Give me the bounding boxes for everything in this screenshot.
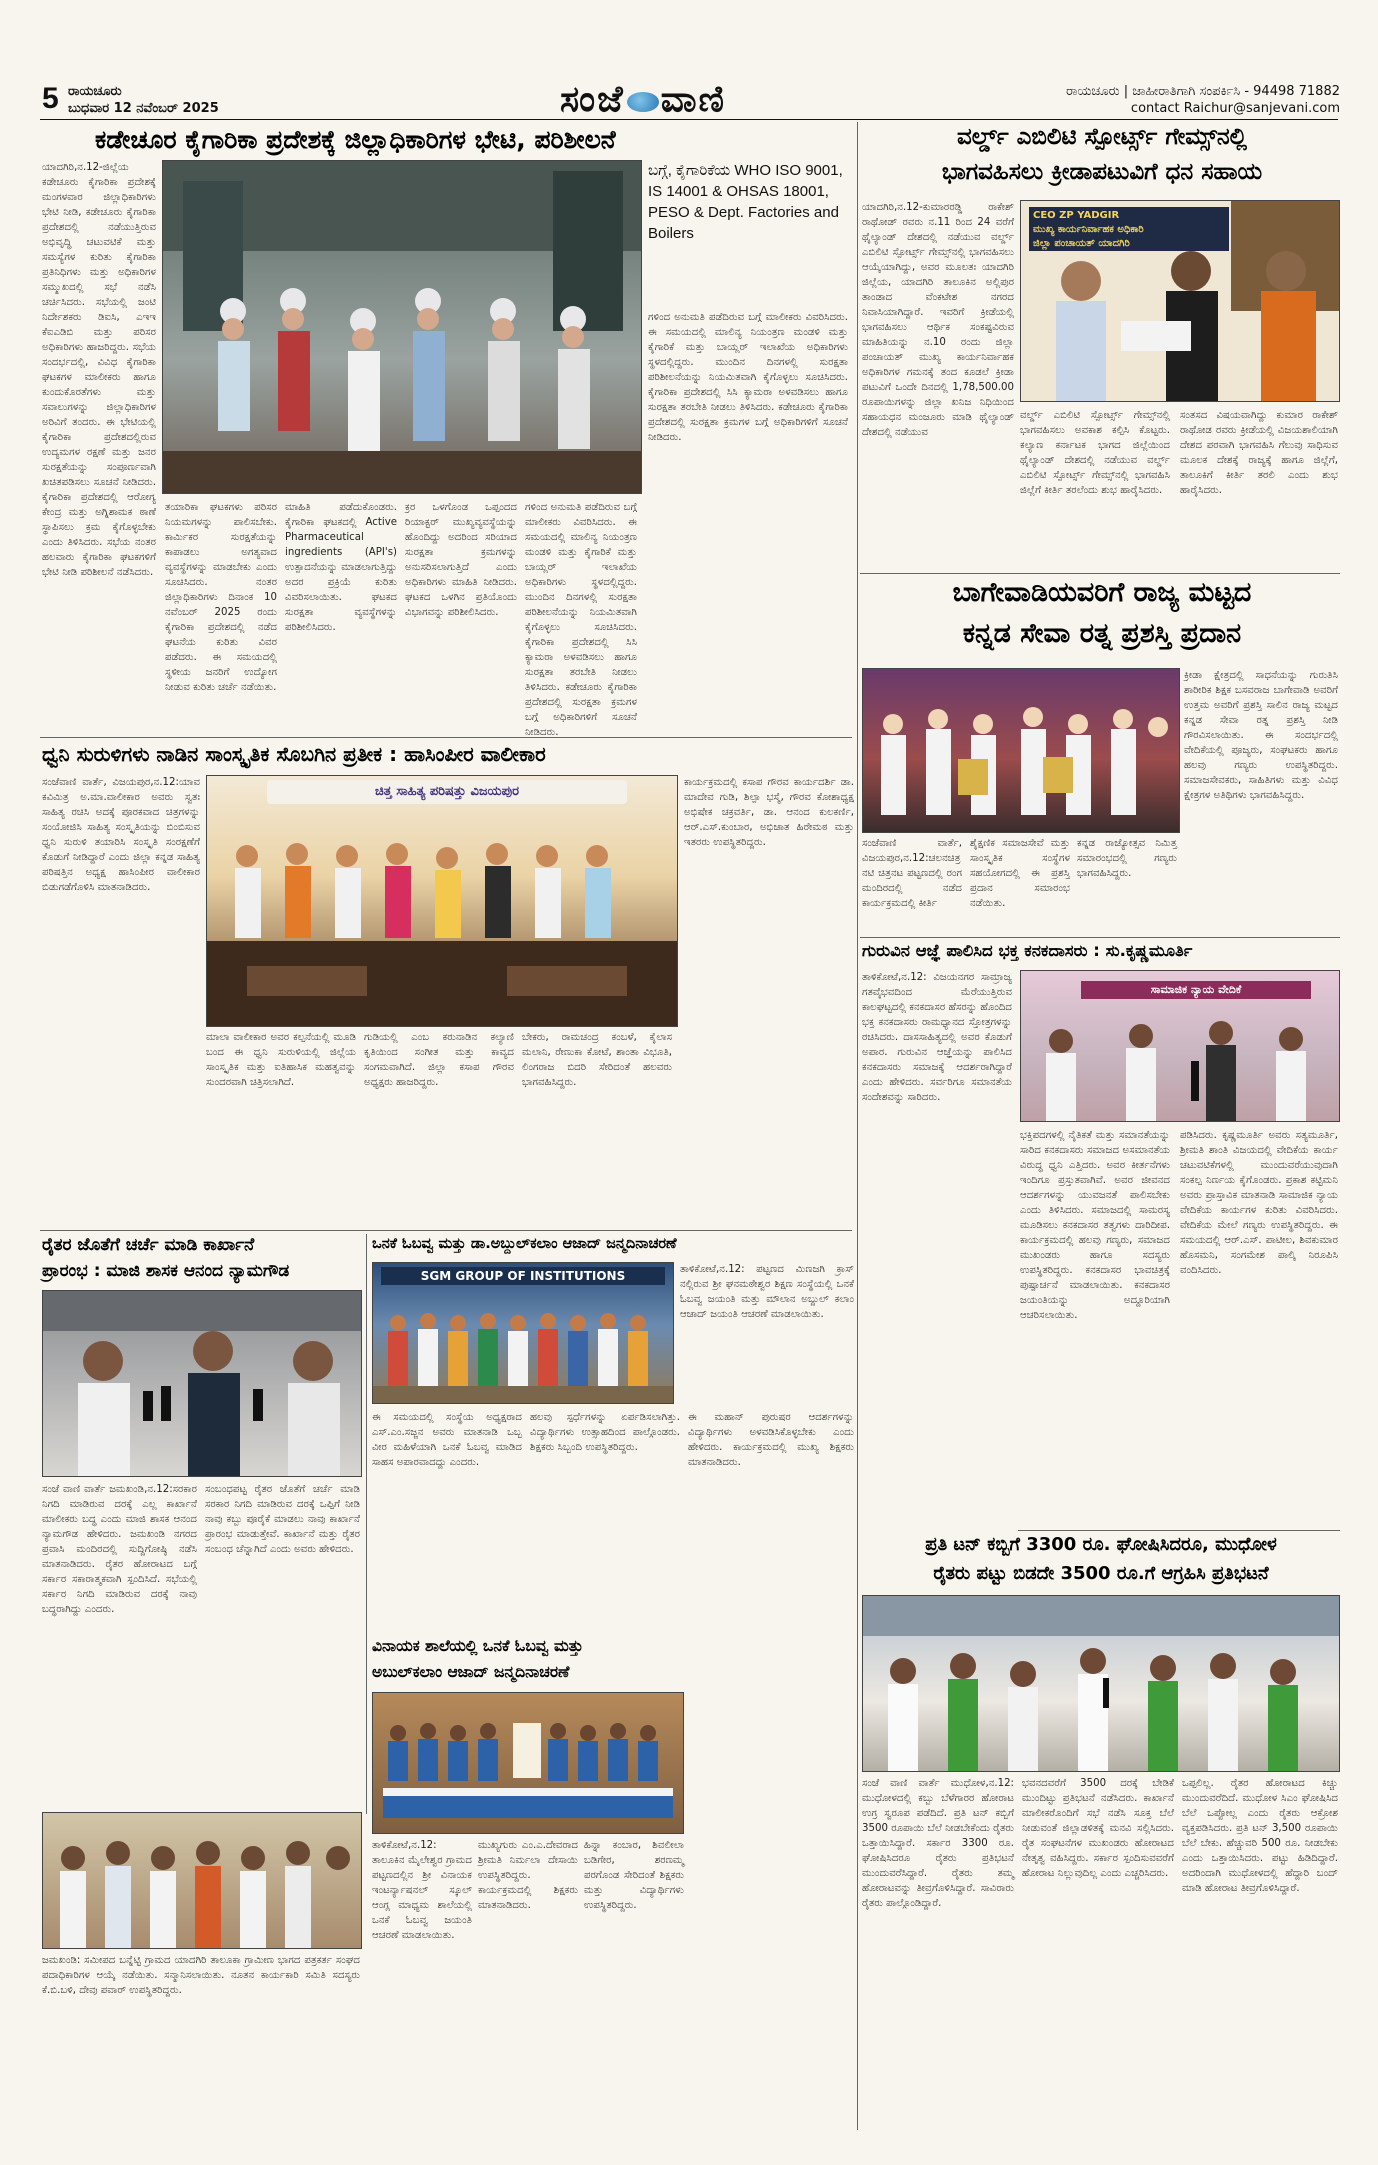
cassette-release-photo — [206, 775, 678, 1027]
sign-text: ಮುಖ್ಯ ಕಾರ್ಯನಿರ್ವಾಹಕ ಅಧಿಕಾರಿ — [1033, 224, 1144, 235]
article-column: ಸಂಜೆ ವಾಣಿ ವಾರ್ತೆ ಜಮಖಂಡಿ,ನ.12:ಸರಕಾರ ನಿಗದಿ ಮಾಡಿರುವ ದರಕ್ಕೆ ಎಲ್ಲ ಕಾರ್ಖಾನೆ ಮಾಲೀಕರು ಬದ್ಧ ಎಂದು ಮಾಜಿ ಶಾಸಕ ಆನಂದ ನ್ಯಾಮಗೌಡ ಹೇಳಿದರು. ಜಮಖಂಡಿ ನಗರದ ಪ್ರವಾಸಿ ಮಂದಿರದಲ್ಲಿ ಸುದ್ದಿಗೋಷ್ಠಿ ನಡೆಸಿ ಮಾತನಾಡಿದರು. ರೈತರ ಹೋರಾಟದ ಬಗ್ಗೆ ಸರ್ಕಾರ ಸಕಾರಾತ್ಮಕವಾಗಿ ಸ್ಪಂದಿಸಿದೆ. ಸಭೆಯಲ್ಲಿ ಸರ್ಕಾರ ನಿಗದಿ ಮಾಡಿರುವ ದರಕ್ಕೆ ನಾವು ಬದ್ಧರಾಗಿದ್ದು ಎಂದರು. — [42, 1484, 197, 1615]
headline: ಗುರುವಿನ ಆಜ್ಞೆ ಪಾಲಿಸಿದ ಭಕ್ತ ಕನಕದಾಸರು : ಸು.ಕೃಷ್ಣಮೂರ್ತಿ — [862, 941, 1193, 960]
headline-line-1: ರೈತರ ಜೊತೆಗೆ ಚರ್ಚೆ ಮಾಡಿ ಕಾರ್ಖಾನೆ — [42, 1235, 255, 1255]
district-name: ರಾಯಚೂರು — [68, 84, 122, 99]
school-celebration-photo — [372, 1262, 674, 1404]
article-column: ಕನ್ನಡ ರಾಜ್ಯೋತ್ಸವ ನಿಮಿತ್ತ ಸಮಾರಂಭದಲ್ಲಿ ಗಣ್ಯರು ಭಾಗವಹಿಸಿದ್ದರು. — [1077, 838, 1177, 879]
article-column: ಈ ಮಹಾನ್ ಪುರುಷರ ಆದರ್ಶಗಳನ್ನು ವಿದ್ಯಾರ್ಥಿಗಳು ಅಳವಡಿಸಿಕೊಳ್ಳಬೇಕು ಎಂದು ಹೇಳಿದರು. ಕಾರ್ಯಕ್ರಮದಲ್ಲಿ ಮುಖ್ಯ ಶಿಕ್ಷಕರು ಮಾತನಾಡಿದರು. — [688, 1412, 854, 1468]
cheque-handover-photo — [1020, 200, 1340, 402]
headline-line-1: ಪ್ರತಿ ಟನ್ ಕಬ್ಬಿಗೆ 3300 ರೂ. ಘೋಷಿಸಿದರೂ, ಮುಧೋಳ — [925, 1534, 1277, 1555]
contact-line: ರಾಯಚೂರು | ಜಾಹೀರಾತಿಗಾಗಿ ಸಂಪರ್ಕಿಸಿ - 94498 71882 — [1066, 84, 1340, 99]
headline: ಕಡೇಚೂರ ಕೈಗಾರಿಕಾ ಪ್ರದೇಶಕ್ಕೆ ಜಿಲ್ಲಾಧಿಕಾರಿಗಳ ಭೇಟಿ, ಪರಿಶೀಲನೆ — [95, 125, 616, 154]
headline: ಒನಕೆ ಓಬವ್ವ ಮತ್ತು ಡಾ.ಅಬ್ದುಲ್‌ಕಲಾಂ ಆಜಾದ್ ಜನ್ಮದಿನಾಚರಣೆ — [372, 1236, 677, 1252]
headline-line-2: ಪ್ರಾರಂಭ : ಮಾಜಿ ಶಾಸಕ ಆನಂದ ನ್ಯಾಮಗೌಡ — [42, 1261, 290, 1281]
article-column: ಕ್ರೀಡಾ ಕ್ಷೇತ್ರದಲ್ಲಿ ಸಾಧನೆಯನ್ನು ಗುರುತಿಸಿ ಶಾರೀರಿಕ ಶಿಕ್ಷಕ ಬಸವರಾಜ ಬಾಗೇವಾಡಿ ಅವರಿಗೆ ಉತ್ತಮ ಅವರಿಗೆ ಪ್ರಶಸ್ತಿ ಸಾಲಿನ ರಾಜ್ಯ ಮಟ್ಟದ ಕನ್ನಡ ಸೇವಾ ರತ್ನ ಪ್ರಶಸ್ತಿ ನೀಡಿ ಗೌರವಿಸಲಾಯಿತು. ಈ ಸಂದರ್ಭದಲ್ಲಿ ವೇದಿಕೆಯಲ್ಲಿ ಪೂಜ್ಯರು, ಸಂಘಟಕರು ಹಾಗೂ ಹಲವು ಗಣ್ಯರು ಉಪಸ್ಥಿತರಿದ್ದರು. ಸಮಾಜಸೇವಕರು, ಸಾಹಿತಿಗಳು ಮತ್ತು ವಿವಿಧ ಕ್ಷೇತ್ರಗಳ ಅತಿಥಿಗಳು ಭಾಗವಹಿಸಿದ್ದರು. — [1184, 670, 1338, 801]
journalists-association-photo — [42, 1812, 362, 1949]
headline-line-1: ವಿನಾಯಕ ಶಾಲೆಯಲ್ಲಿ ಒನಕೆ ಓಬವ್ವ ಮತ್ತು — [372, 1637, 584, 1655]
article-column: ತಾಳಿಕೋಟೆ,ನ.12: ತಾಲೂಕಿನ ಮೈಲೇಶ್ವರ ಗ್ರಾಮದ ಪಟ್ಟಣದಲ್ಲಿನ ಶ್ರೀ ವಿನಾಯಕ ಇಂಟರ್ನ್ಯಾಷನಲ್ ಸ್ಕೂಲ್ ಆಂಗ್ಲ ಮಾಧ್ಯಮ ಶಾಲೆಯಲ್ಲಿ ಒನಕೆ ಓಬವ್ವ ಜಯಂತಿ ಆಚರಣೆ ಮಾಡಲಾಯಿತು. — [372, 1840, 472, 1941]
logo-left-text: ಸಂಜೆ — [560, 78, 625, 120]
page-number: 5 — [42, 82, 59, 115]
divider — [40, 1230, 852, 1231]
article-column: ಮಾಲಾ ವಾಲೀಕಾರ ಅವರ ಕಲ್ಪನೆಯಲ್ಲಿ ಮೂಡಿ ಬಂದ ಈ ಧ್ವನಿ ಸುರುಳಿಯಲ್ಲಿ ಜಿಲ್ಲೆಯ ಸಾಂಸ್ಕೃತಿಕ ಮತ್ತು ಐತಿಹಾಸಿಕ ಮಹತ್ವವನ್ನು ಸುಂದರವಾಗಿ ಚಿತ್ರಿಸಲಾಗಿದೆ. — [206, 1032, 356, 1088]
article-column: ಸಂಬಂಧಪಟ್ಟ ರೈತರ ಜೊತೆಗೆ ಚರ್ಚೆ ಮಾಡಿ ಸರಕಾರ ನಿಗದಿ ಮಾಡಿರುವ ದರಕ್ಕೆ ಒಪ್ಪಿಗೆ ನೀಡಿ ನಾವು ಕಬ್ಬು ಪೂರೈಕೆ ಮಾಡಲು ನಾವು ಕಾರ್ಖಾನೆ ಪ್ರಾರಂಭ ಮಾಡುತ್ತೇವೆ. ಕಾರ್ಖಾನೆ ಮತ್ತು ರೈತರ ಸಂಬಂಧ ಚೆನ್ನಾಗಿದೆ ಎಂದು ಅವರು ಹೇಳಿದರು. — [205, 1484, 360, 1555]
article-column: ಸಂಜೆವಾಣಿ ವಾರ್ತೆ, ವಿಜಯಪುರ,ನ.12:ಯಾವ ಕವಿಮಿತ್ರ ಅ.ಮಾ.ವಾಲೀಕಾರ ಅವರು ಸ್ವತಃ ಸಾಹಿತ್ಯ ರಚಿಸಿ ಅದಕ್ಕೆ ಪೂರಕವಾದ ಚಿತ್ರಗಳನ್ನು ಸಂಯೋಜಿಸಿ ಸಾಹಿತ್ಯ ಸಂಸ್ಕೃತಿಯನ್ನು ಬಿಂಬಿಸುವ ಧ್ವನಿ ಸುರುಳಿ ತಯಾರಿಸಿ ಸಂಸ್ಕೃತಿ ಸಂರಕ್ಷಣೆಗೆ ಕೊಡುಗೆ ನೀಡಿದ್ದಾರೆ ಎಂದು ಜಿಲ್ಲಾ ಕನ್ನಡ ಸಾಹಿತ್ಯ ಪರಿಷತ್ತಿನ ಅಧ್ಯಕ್ಷ ಹಾಸಿಂಪೀರ ವಾಲೀಕಾರ ಬಿಡುಗಡೆಗೊಳಿಸಿ ಮಾತನಾಡಿದರು. — [42, 777, 200, 893]
article-column: ಗುಡಿಯಲ್ಲಿ ಎಂಬ ಕರುನಾಡಿನ ಕಲ್ಯಾಣಿ ಕೃತಿಯಿಂದ ಸಂಗೀತ ಮತ್ತು ಕಾವ್ಯದ ಸಂಗಮವಾಗಿದೆ. ಜಿಲ್ಲಾ ಕಸಾಪ ಗೌರವ ಅಧ್ಯಕ್ಷರು ಹಾಜರಿದ್ದರು. — [364, 1032, 514, 1088]
article-column: ಸಂತಸದ ವಿಷಯವಾಗಿದ್ದು ಕುಮಾರ ರಾಕೇಶ್ ರಾಥೋಡ ರವರು ಕ್ರೀಡೆಯಲ್ಲಿ ವಿಜಯಶಾಲಿಯಾಗಿ ದೇಶದ ಪರವಾಗಿ ಭಾಗವಹಿಸಿ ಗೆಲುವು ಸಾಧಿಸುವ ಮೂಲಕ ದೇಶಕ್ಕೆ ರಾಜ್ಯಕ್ಕೆ ಹಾಗೂ ಜಿಲ್ಲೆಗೆ, ತಾಲೂಕಿಗೆ ಕೀರ್ತಿ ತರಲಿ ಎಂದು ಶುಭ ಹಾರೈಸಿದರು. — [1180, 410, 1338, 496]
article-column: ಭವನದವರೆಗೆ 3500 ದರಕ್ಕೆ ಬೇಡಿಕೆ ಮುಂದಿಟ್ಟು ಪ್ರತಿಭಟನೆ ನಡೆಸಿದರು. ಕಾರ್ಖಾನೆ ಮಾಲೀಕರೊಂದಿಗೆ ಸಭೆ ನಡೆಸಿ ಸೂಕ್ತ ಬೆಲೆ ನೀಡುವಂತೆ ಜಿಲ್ಲಾಡಳಿತಕ್ಕೆ ಮನವಿ ಸಲ್ಲಿಸಿದರು. ರೈತ ಸಂಘಟನೆಗಳ ಮುಖಂಡರು ಹೋರಾಟದ ನೇತೃತ್ವ ವಹಿಸಿದ್ದರು. ಸರ್ಕಾರ ಸ್ಪಂದಿಸುವವರೆಗೆ ಹೋರಾಟ ನಿಲ್ಲುವುದಿಲ್ಲ ಎಂದು ಎಚ್ಚರಿಸಿದರು. — [1022, 1778, 1174, 1879]
press-meet-photo — [42, 1290, 362, 1477]
article-column: ಕಾರ್ಯಕ್ರಮದಲ್ಲಿ ಕಸಾಪ ಗೌರವ ಕಾರ್ಯದರ್ಶಿ ಡಾ. ಮಾದೇವ ಗುಡಿ, ಶಿಲ್ಪಾ ಭಸ್ಮೆ, ಗೌರವ ಕೋಶಾಧ್ಯಕ್ಷ ಅಭಿಷೇಕ ಚಕ್ರವರ್ತಿ, ಡಾ. ಆನಂದ ಕುಲಕರ್ಣಿ, ಆರ್.ಎಸ್.ಕುಂಬಾರ, ಅಭಿಜಾತ ಹಿರೇಮಠ ಮತ್ತು ಇತರರು ಉಪಸ್ಥಿತರಿದ್ದರು. — [684, 777, 854, 848]
article-column: ಒಪ್ಪಲಿಲ್ಲ. ರೈತರ ಹೋರಾಟದ ಕಿಚ್ಚು ಮುಂದುವರೆದಿದೆ. ಮುಧೋಳ ಸಿಎಂ ಘೋಷಿಸಿದ ಬೆಲೆ ಒಪ್ಪೋಲ್ಲ ಎಂದು ರೈತರು ಆಕ್ರೋಶ ವ್ಯಕ್ತಪಡಿಸಿದರು. ಪ್ರತಿ ಟನ್ 3,500 ರೂಪಾಯಿ ಬೆಲೆ ಬೇಕು. ಹೆಚ್ಚುವರಿ 500 ರೂ. ನೀಡಬೇಕು ಎಂದು ಒತ್ತಾಯಿಸಿದರು. ಪಟ್ಟು ಹಿಡಿದಿದ್ದಾರೆ. ಅದರಿಂದಾಗಿ ಮುಧೋಳದಲ್ಲಿ ಹೆದ್ದಾರಿ ಬಂದ್ ಮಾಡಿ ಹೋರಾಟ ತೀವ್ರಗೊಳಿಸಿದ್ದಾರೆ. — [1182, 1778, 1338, 1894]
article-column: ವರ್ಲ್ಡ್ ಎಬಿಲಿಟಿ ಸ್ಪೋರ್ಟ್ಸ್ ಗೇಮ್ಸ್‌ನಲ್ಲಿ ಭಾಗವಹಿಸಲು ಅವಕಾಶ ಕಲ್ಪಿಸಿ ಕೊಟ್ಟರು. ಕಲ್ಯಾಣ ಕರ್ನಾಟಕ ಭಾಗದ ಜಿಲ್ಲೆಯಿಂದ ಥೈಲ್ಯಾಂಡ್ ದೇಶದಲ್ಲಿ ನಡೆಯುವ ವರ್ಲ್ಡ್ ಎಬಿಲಿಟಿ ಸ್ಪೋರ್ಟ್ಸ್ ಗೇಮ್ಸ್‌ನಲ್ಲಿ ಭಾಗವಹಿಸಿ ಜಿಲ್ಲೆಗೆ ಕೀರ್ತಿ ತರಲೆಂದು ಶುಭ ಹಾರೈಸಿದರು. — [1020, 410, 1170, 496]
certification-text: ಬಗ್ಗೆ, ಕೈಗಾರಿಕೆಯ WHO ISO 9001, IS 14001 & OHSAS 18001, PESO & Dept. Factories and Boilers — [648, 162, 843, 242]
column-divider — [857, 122, 858, 742]
article-column: ಭಕ್ತಿಪದಗಳಲ್ಲಿ ನೈತಿಕತೆ ಮತ್ತು ಸಮಾನತೆಯನ್ನು ಸಾರಿದ ಕನಕದಾಸರು ಸಮಾಜದ ಅಸಮಾನತೆಯ ವಿರುದ್ಧ ಧ್ವನಿ ಎತ್ತಿದರು. ಅವರ ಕೀರ್ತನೆಗಳು ಇಂದಿಗೂ ಪ್ರಸ್ತುತವಾಗಿವೆ. ಅವರ ಜೀವನದ ಆದರ್ಶಗಳನ್ನು ಯುವಜನತೆ ಪಾಲಿಸಬೇಕು ಎಂದು ತಿಳಿಸಿದರು. ಸಮಾಜದಲ್ಲಿ ಸಾಮರಸ್ಯ ಮೂಡಿಸಲು ಕನಕದಾಸರ ತತ್ವಗಳು ದಾರಿದೀಪ. ಕಾರ್ಯಕ್ರಮದಲ್ಲಿ ಹಲವು ಗಣ್ಯರು, ಸಮಾಜದ ಮುಖಂಡರು ಹಾಗೂ ಸದಸ್ಯರು ಉಪಸ್ಥಿತರಿದ್ದರು. ಕನಕದಾಸರ ಭಾವಚಿತ್ರಕ್ಕೆ ಪುಷ್ಪಾರ್ಚನೆ ಮಾಡಲಾಯಿತು. ಕನಕದಾಸರ ಜಯಂತಿಯನ್ನು ಅದ್ದೂರಿಯಾಗಿ ಆಚರಿಸಲಾಯಿತು. — [1020, 1130, 1170, 1321]
headline: ಧ್ವನಿ ಸುರುಳಿಗಳು ನಾಡಿನ ಸಾಂಸ್ಕೃತಿಕ ಸೊಬಗಿನ ಪ್ರತೀಕ : ಹಾಸಿಂಪೀರ ವಾಲೀಕಾರ — [42, 742, 546, 766]
photo-caption: ಜಮಖಂಡಿ: ಸಮೀಪದ ಬನ್ನೆಟ್ಟಿ ಗ್ರಾಮದ ಯಾದಗಿರಿ ತಾಲೂಕಾ ಗ್ರಾಮೀಣ ಭಾಗದ ಪತ್ರಕರ್ತ ಸಂಘದ ಪದಾಧಿಕಾರಿಗಳ ಆಯ್ಕೆ ನಡೆಯಿತು. ಸನ್ಮಾನಿಸಲಾಯಿತು. ನೂತನ ಕಾರ್ಯಕಾರಿ ಸಮಿತಿ ಸದಸ್ಯರು ಕೆ.ಬಿ.ಬಳಿ, ದೇವು ಪವಾರ್ ಉಪಸ್ಥಿತರಿದ್ದರು. — [42, 1955, 360, 1996]
article-column: ಬೇಕರು, ರಾಮಚಂದ್ರ ಕಂಬಳೆ, ಕೈಲಾಸ ಮಲಾನಿ, ರೇಣುಕಾ ಕೋಟೆ, ಶಾಂತಾ ವಿಭೂತಿ, ಲಿಂಗರಾಜ ಬಿದರಿ ಸೇರಿದಂತೆ ಹಲವರು ಭಾಗವಹಿಸಿದ್ದರು. — [522, 1032, 672, 1088]
masthead-divider — [40, 119, 1338, 120]
factory-visit-photo — [162, 160, 642, 494]
headline-line-2: ರೈತರು ಪಟ್ಟು ಬಿಡದೇ 3500 ರೂ.ಗೆ ಆಗ್ರಹಿಸಿ ಪ್ರತಿಭಟನೆ — [933, 1563, 1269, 1584]
divider — [860, 937, 1340, 938]
divider — [1018, 1530, 1340, 1531]
article-column: ಹಿನ್ನಾ ಕಂಬಾರ, ಶಿವಲೀಲಾ ಬಡಿಗೇರ, ಶರಣಮ್ಮ ಪರಗೊಂಡ ಸೇರಿದಂತೆ ಶಿಕ್ಷಕರು ಮತ್ತು ವಿದ್ಯಾರ್ಥಿಗಳು ಉಪಸ್ಥಿತರಿದ್ದರು. — [584, 1840, 684, 1911]
students-group-photo — [372, 1692, 684, 1834]
headline-line-2: ಅಬುಲ್‌ಕಲಾಂ ಆಜಾದ್ ಜನ್ಮದಿನಾಚರಣೆ — [372, 1663, 570, 1681]
article-column: ಈ ಸಮಯದಲ್ಲಿ ಸಂಸ್ಥೆಯ ಅಧ್ಯಕ್ಷರಾದ ಎಸ್.ಎಂ.ಸಜ್ಜನ ಅವರು ಮಾತನಾಡಿ ಒಬ್ಬ ವೀರ ಮಹಿಳೆಯಾಗಿ ಒನಕೆ ಓಬವ್ವ ಮಾಡಿದ ಸಾಹಸ ಅಪಾರವಾದದ್ದು ಎಂದರು. — [372, 1412, 522, 1468]
article-column: ಯಾದಗಿರಿ,ನ.12-ಕುಮಾರರಡ್ಡಿ ರಾಕೇಶ್ ರಾಥೋಡ್ ರವರು ನ.11 ರಿಂದ 24 ವರೆಗೆ ಥೈಲ್ಯಾಂಡ್ ದೇಶದಲ್ಲಿ ನಡೆಯುವ ವರ್ಲ್ಡ್ ಎಬಿಲಿಟಿ ಸ್ಪೋರ್ಟ್ಸ್ ಗೇಮ್ಸ್‌ನಲ್ಲಿ ಭಾಗವಹಿಸಲು ಆಯ್ಕೆಯಾಗಿದ್ದು, ಅವರ ಮೂಲತಃ ಯಾದಗಿರಿ ಜಿಲ್ಲೆಯ, ಯಾದಗಿರಿ ತಾಲೂಕಿನ ಅಲ್ಲಿಪುರ ತಾಂಡಾದ ವೆಂಕಟೇಶ ನಗರದ ನಿವಾಸಿಯಾಗಿದ್ದಾರೆ. ಇವರಿಗೆ ಕ್ರೀಡೆಯಲ್ಲಿ ಭಾಗವಹಿಸಲು ಆರ್ಥಿಕ ಸಂಕಷ್ಟವಿರುವ ಮಾಹಿತಿಯನ್ನು ನ.10 ರಂದು ಜಿಲ್ಲಾ ಪಂಚಾಯತ್ ಮುಖ್ಯ ಕಾರ್ಯನಿರ್ವಾಹಕ ಅಧಿಕಾರಿಗಳ ಗಮನಕ್ಕೆ ತಂದ ಕೂಡಲೆ ಕ್ರೀಡಾ ಪಟುವಿಗೆ ಒಂದೇ ದಿನದಲ್ಲಿ 1,78,500.00 ರೂಪಾಯಿಗಳನ್ನು ಜಿಲ್ಲಾ ಖನಿಜ ನಿಧಿಯಿಂದ ಸಹಾಯಧನ ಮಂಜೂರು ಮಾಡಿ ಥೈಲ್ಯಾಂಡ್ ದೇಶದಲ್ಲಿ ನಡೆಯುವ — [862, 202, 1014, 438]
article-column: ಗಳಿಂದ ಅನುಮತಿ ಪಡೆದಿರುವ ಬಗ್ಗೆ ಮಾಲೀಕರು ವಿವರಿಸಿದರು. ಈ ಸಮಯದಲ್ಲಿ ಮಾಲಿನ್ಯ ನಿಯಂತ್ರಣ ಮಂಡಳಿ ಮತ್ತು ಕೈಗಾರಿಕೆ ಮತ್ತು ಬಾಯ್ಲರ್ ಇಲಾಖೆಯ ಅಧಿಕಾರಿಗಳು ಸ್ಥಳದಲ್ಲಿದ್ದರು. ಮುಂದಿನ ದಿನಗಳಲ್ಲಿ ಸುರಕ್ಷತಾ ಪರಿಶೀಲನೆಯನ್ನು ನಿಯಮಿತವಾಗಿ ಕೈಗೊಳ್ಳಲು ಸೂಚಿಸಿದರು. ಕೈಗಾರಿಕಾ ಪ್ರದೇಶದಲ್ಲಿ ಸಿಸಿ ಕ್ಯಾಮರಾ ಅಳವಡಿಸಲು ಹಾಗೂ ಸುರಕ್ಷತಾ ತರಬೇತಿ ನೀಡಲು ತಿಳಿಸಿದರು. ಕಡೇಚೂರು ಕೈಗಾರಿಕಾ ಪ್ರದೇಶದಲ್ಲಿ ಸುರಕ್ಷತಾ ಕ್ರಮಗಳ ಬಗ್ಗೆ ಅಧಿಕಾರಿಗಳಿಗೆ ಸೂಚನೆ ನೀಡಿದರು. — [648, 312, 848, 443]
article-column: ತಯಾರಿಕಾ ಘಟಕಗಳು ಪರಿಸರ ನಿಯಮಗಳನ್ನು ಪಾಲಿಸಬೇಕು. ಕಾರ್ಮಿಕರ ಸುರಕ್ಷತೆಯನ್ನು ಕಾಪಾಡಲು ಅಗತ್ಯವಾದ ವ್ಯವಸ್ಥೆಗಳನ್ನು ಮಾಡಬೇಕು ಎಂದು ಸೂಚಿಸಿದರು. ನಂತರ ಜಿಲ್ಲಾಧಿಕಾರಿಗಳು ದಿನಾಂಕ 10 ನವೆಂಬರ್ 2025 ರಂದು ಕೈಗಾರಿಕಾ ಪ್ರದೇಶದಲ್ಲಿ ನಡೆದ ಘಟನೆಯ ಕುರಿತು ವಿವರ ಪಡೆದರು. ಈ ಸಮಯದಲ್ಲಿ ಸ್ಥಳೀಯ ಜನರಿಗೆ ಉದ್ಯೋಗ ನೀಡುವ ಕುರಿತು ಚರ್ಚೆ ನಡೆಯಿತು. — [165, 502, 277, 693]
headline-line-1: ವರ್ಲ್ಡ್ ಎಬಿಲಿಟಿ ಸ್ಪೋರ್ಟ್ಸ್ ಗೇಮ್ಸ್‌ನಲ್ಲಿ — [956, 124, 1248, 150]
headline-line-2: ಕನ್ನಡ ಸೇವಾ ರತ್ನ ಪ್ರಶಸ್ತಿ ಪ್ರದಾನ — [962, 618, 1242, 649]
headline-line-1: ಬಾಗೇವಾಡಿಯವರಿಗೆ ರಾಜ್ಯ ಮಟ್ಟದ — [952, 577, 1252, 608]
article-column: ಯಾದಗಿರಿ,ನ.12-ಜಿಲ್ಲೆಯ ಕಡೇಚೂರು ಕೈಗಾರಿಕಾ ಪ್ರದೇಶಕ್ಕೆ ಮಂಗಳವಾರ ಜಿಲ್ಲಾಧಿಕಾರಿಗಳು ಭೇಟಿ ನೀಡಿ, ಕಡೇಚೂರು ಕೈಗಾರಿಕಾ ಪ್ರದೇಶದಲ್ಲಿ ನಡೆಯುತ್ತಿರುವ ಅಭಿವೃದ್ಧಿ ಚಟುವಟಿಕೆ ಮತ್ತು ಸಮಸ್ಯೆಗಳ ಕುರಿತು ಕೈಗಾರಿಕಾ ಪ್ರತಿನಿಧಿಗಳು ಮತ್ತು ಅಧಿಕಾರಿಗಳ ಸಮ್ಮುಖದಲ್ಲಿ ಸಭೆ ನಡೆಸಿ ಚರ್ಚಿಸಿದರು. ಸಭೆಯಲ್ಲಿ ಜಂಟಿ ನಿರ್ದೇಶಕರು ಡಿಐಸಿ, ಎಇಇ ಕೆಐಎಡಿಬಿ ಮತ್ತು ಪರಿಸರ ಅಧಿಕಾರಿಗಳು ಹಾಜರಿದ್ದರು. ಸಭೆಯ ಸಂದರ್ಭದಲ್ಲಿ, ವಿವಿಧ ಕೈಗಾರಿಕಾ ಘಟಕಗಳ ಮಾಲೀಕರು ಹಾಗೂ ಕುಂದುಕೊರತೆಗಳು ಮತ್ತು ಸವಾಲುಗಳನ್ನು ಜಿಲ್ಲಾಧಿಕಾರಿಗಳ ಅರಿವಿಗೆ ತಂದರು. ಈ ಭೇಟಿಯಲ್ಲಿ ಕೈಗಾರಿಕಾ ಪ್ರದೇಶದಲ್ಲಿರುವ ಉದ್ಯಮಗಳ ರಕ್ಷಣೆ ಮತ್ತು ಜನರ ಸುರಕ್ಷತೆಯನ್ನು ಸಂಪೂರ್ಣವಾಗಿ ಖಚಿತಪಡಿಸಲು ಸೂಚನೆ ನೀಡಿದರು. ಕೈಗಾರಿಕಾ ಪ್ರದೇಶದಲ್ಲಿ ಆರೋಗ್ಯ ಕೇಂದ್ರ ಮತ್ತು ಅಗ್ನಿಶಾಮಕ ಠಾಣೆ ಸ್ಥಾಪಿಸಲು ಕ್ರಮ ಕೈಗೊಳ್ಳಬೇಕು ಎಂದು ತಿಳಿಸಿದರು. ಸಭೆಯ ನಂತರ ಹಲವಾರು ಕೈಗಾರಿಕಾ ಘಟಕಗಳಿಗೆ ಭೇಟಿ ನೀಡಿ ಪರಿಶೀಲನೆ ನಡೆಸಿದರು. — [42, 162, 156, 578]
globe-icon — [627, 92, 659, 112]
sign-text: ಜಿಲ್ಲಾ ಪಂಚಾಯತ್ ಯಾದಗಿರಿ — [1033, 238, 1130, 249]
kanakadasa-event-photo — [1020, 970, 1340, 1122]
column-divider — [857, 742, 858, 2130]
article-column: ತಾಳಿಕೋಟೆ,ನ.12: ಪಟ್ಟಣದ ಮಿಣಜಗಿ ಕ್ರಾಸ್ ನಲ್ಲಿರುವ ಶ್ರೀ ಘನಮಠೇಶ್ವರ ಶಿಕ್ಷಣ ಸಂಸ್ಥೆಯಲ್ಲಿ ಒನಕೆ ಓಬವ್ವ ಜಯಂತಿ ಮತ್ತು ಮೌಲಾನ ಅಬ್ದುಲ್ ಕಲಾಂ ಆಜಾದ್ ಜಯಂತಿ ಆಚರಣೆ ಮಾಡಲಾಯಿತು. — [680, 1264, 854, 1320]
sign-text: CEO ZP YADGIR — [1033, 210, 1120, 221]
article-column: ಶೈಕ್ಷಣಿಕ ಸಮಾಜಸೇವೆ ಮತ್ತು ಸಾಂಸ್ಕೃತಿಕ ಸಂಸ್ಥೆಗಳ ಸಹಯೋಗದಲ್ಲಿ ಈ ಪ್ರಶಸ್ತಿ ಪ್ರದಾನ ಸಮಾರಂಭ ನಡೆಯಿತು. — [970, 838, 1070, 909]
article-column: ಸಂಜೆವಾಣಿ ವಾರ್ತೆ, ವಿಜಯಪುರ,ನ.12:ಚಲನಚಿತ್ರ ನಟಿ ಚಿತ್ರನಟ ಪಟ್ಟಣದಲ್ಲಿ ರಂಗ ಮಂದಿರದಲ್ಲಿ ನಡೆದ ಕಾರ್ಯಕ್ರಮದಲ್ಲಿ ಕೀರ್ತಿ — [862, 838, 962, 909]
contact-email: contact Raichur@sanjevani.com — [1130, 101, 1340, 116]
article-column: ಸಂಜೆ ವಾಣಿ ವಾರ್ತೆ ಮುಧೋಳ,ನ.12: ಮುಧೋಳದಲ್ಲಿ ಕಬ್ಬು ಬೆಳೆಗಾರರ ಹೋರಾಟ ಉಗ್ರ ಸ್ವರೂಪ ಪಡೆದಿದೆ. ಪ್ರತಿ ಟನ್ ಕಬ್ಬಿಗೆ 3500 ರೂಪಾಯಿ ಬೆಲೆ ನೀಡಬೇಕೆಂದು ರೈತರು ಒತ್ತಾಯಿಸಿದ್ದಾರೆ. ಸರ್ಕಾರ 3300 ರೂ. ಘೋಷಿಸಿದರೂ ರೈತರು ಪ್ರತಿಭಟನೆ ಮುಂದುವರೆಸಿದ್ದಾರೆ. ರೈತರು ತಮ್ಮ ಹೋರಾಟವನ್ನು ತೀವ್ರಗೊಳಿಸಿದ್ದಾರೆ. ಸಾವಿರಾರು ರೈತರು ಪಾಲ್ಗೊಂಡಿದ್ದಾರೆ. — [862, 1778, 1014, 1909]
divider — [40, 737, 852, 738]
farmers-protest-photo — [862, 1595, 1340, 1772]
article-column-continued: ಗಳಿಂದ ಅನುಮತಿ ಪಡೆದಿರುವ ಬಗ್ಗೆ ಮಾಲೀಕರು ವಿವರಿಸಿದರು. ಈ ಸಮಯದಲ್ಲಿ ಮಾಲಿನ್ಯ ನಿಯಂತ್ರಣ ಮಂಡಳಿ ಮತ್ತು ಕೈಗಾರಿಕೆ ಮತ್ತು ಬಾಯ್ಲರ್ ಇಲಾಖೆಯ ಅಧಿಕಾರಿಗಳು ಸ್ಥಳದಲ್ಲಿದ್ದರು. ಮುಂದಿನ ದಿನಗಳಲ್ಲಿ ಸುರಕ್ಷತಾ ಪರಿಶೀಲನೆಯನ್ನು ನಿಯಮಿತವಾಗಿ ಕೈಗೊಳ್ಳಲು ಸೂಚಿಸಿದರು. ಕೈಗಾರಿಕಾ ಪ್ರದೇಶದಲ್ಲಿ ಸಿಸಿ ಕ್ಯಾಮರಾ ಅಳವಡಿಸಲು ಹಾಗೂ ಸುರಕ್ಷತಾ ತರಬೇತಿ ನೀಡಲು ತಿಳಿಸಿದರು. ಕಡೇಚೂರು ಕೈಗಾರಿಕಾ ಪ್ರದೇಶದಲ್ಲಿ ಸುರಕ್ಷತಾ ಕ್ರಮಗಳ ಬಗ್ಗೆ ಅಧಿಕಾರಿಗಳಿಗೆ ಸೂಚನೆ ನೀಡಿದರು. — [525, 502, 637, 738]
article-column: ಹಲವು ಸ್ಪರ್ಧೆಗಳನ್ನು ಏರ್ಪಡಿಸಲಾಗಿತ್ತು. ವಿದ್ಯಾರ್ಥಿಗಳು ಉತ್ಸಾಹದಿಂದ ಪಾಲ್ಗೊಂಡರು. ಶಿಕ್ಷಕರು ಸಿಬ್ಬಂದಿ ಉಪಸ್ಥಿತರಿದ್ದರು. — [530, 1412, 680, 1453]
stage-banner: ಸಾಮಾಜಿಕ ನ್ಯಾಯ ವೇದಿಕೆ — [1081, 981, 1311, 999]
stage-banner: ಚಿತ್ತ ಸಾಹಿತ್ಯ ಪರಿಷತ್ತು ವಿಜಯಪುರ — [267, 780, 627, 804]
institution-banner: SGM GROUP OF INSTITUTIONS — [381, 1267, 665, 1285]
article-column: ತಾಳಿಕೋಟೆ,ನ.12: ವಿಜಯನಗರ ಸಾಮ್ರಾಜ್ಯ ಗತವೈಭವದಿಂದ ಮೆರೆಯುತ್ತಿರುವ ಕಾಲಘಟ್ಟದಲ್ಲಿ ಕನಕದಾಸರ ಹೆಸರನ್ನು ಹೊಂದಿದ ಭಕ್ತ ಕನಕದಾಸರು ರಾಮಧ್ಯಾನದ ಸ್ತೋತ್ರಗಳನ್ನು ರಚಿಸಿದರು. ದಾಸಸಾಹಿತ್ಯದಲ್ಲಿ ಅವರ ಕೊಡುಗೆ ಅಪಾರ. ಗುರುವಿನ ಆಜ್ಞೆಯನ್ನು ಪಾಲಿಸಿದ ಕನಕದಾಸರು ಸಮಾಜಕ್ಕೆ ಆದರ್ಶರಾಗಿದ್ದಾರೆ ಎಂದು ಹೇಳಿದರು. ಸರ್ವರಿಗೂ ಸಮಾನತೆಯ ಸಂದೇಶವನ್ನು ಸಾರಿದರು. — [862, 972, 1012, 1103]
divider — [860, 573, 1340, 574]
column-divider — [366, 1234, 367, 1814]
issue-date: ಬುಧವಾರ 12 ನವೆಂಬರ್ 2025 — [68, 101, 219, 116]
article-column: ಕ್ರರ ಒಳಗೊಂಡ ಒಪ್ಪಂದದ ರಿಯಾಕ್ಟರ್ ಮುಖ್ಯವ್ಯವಸ್ಥೆಯನ್ನು ಹೊಂದಿದ್ದು ಅದರಿಂದ ಸರಿಯಾದ ಸುರಕ್ಷತಾ ಕ್ರಮಗಳನ್ನು ಅನುಸರಿಸಲಾಗುತ್ತಿದೆ ಎಂದು ಅಧಿಕಾರಿಗಳು ಮಾಹಿತಿ ನೀಡಿದರು. ಘಟಕದ ಒಳಗಿನ ಪ್ರತಿಯೊಂದು ವಿಭಾಗವನ್ನು ಪರಿಶೀಲಿಸಿದರು. — [405, 502, 517, 618]
newspaper-logo — [560, 78, 726, 121]
award-ceremony-photo — [862, 668, 1180, 833]
logo-right-text: ವಾಣಿ — [660, 78, 727, 120]
headline-line-2: ಭಾಗವಹಿಸಲು ಕ್ರೀಡಾಪಟುವಿಗೆ ಧನ ಸಹಾಯ — [941, 159, 1263, 185]
article-column: ಮಾಹಿತಿ ಪಡೆದುಕೊಂಡರು. ಕೈಗಾರಿಕಾ ಘಟಕದಲ್ಲಿ Active Pharmaceutical ingredients (API's) ಉತ್ಪಾದನೆಯನ್ನು ಮಾಡಲಾಗುತ್ತಿದ್ದು ಅದರ ಪ್ರಕ್ರಿಯೆ ಕುರಿತು ವಿವರಿಸಲಾಯಿತು. ಘಟಕದ ಸುರಕ್ಷತಾ ವ್ಯವಸ್ಥೆಗಳನ್ನು ಪರಿಶೀಲಿಸಿದರು. — [285, 502, 397, 633]
article-column: ಮುಖ್ಯಗುರು ಎಂ.ಎ.ದೇವರಾದ ಶ್ರೀಮತಿ ನಿರ್ಮಲಾ ದೇಸಾಯಿ ಉಪಸ್ಥಿತರಿದ್ದರು. ಕಾರ್ಯಕ್ರಮದಲ್ಲಿ ಶಿಕ್ಷಕರು ಮಾತನಾಡಿದರು. — [478, 1840, 578, 1911]
article-column: ಪಡಿಸಿದರು. ಕೃಷ್ಣಮೂರ್ತಿ ಅವರು ಸತ್ಯಮೂರ್ತಿ, ಶ್ರೀಮತಿ ಶಾಂತಿ ವಿಜಯದಲ್ಲಿ ವೇದಿಕೆಯ ಕಾರ್ಯ ಚಟುವಟಿಕೆಗಳಲ್ಲಿ ಮುಂದುವರೆಯುವುದಾಗಿ ಸಂಕಲ್ಪ ನಿರ್ಣಯ ಕೈಗೊಂಡರು. ಪ್ರಕಾಶ ಕಟ್ಟಿಮನಿ ಅವರು ಪ್ರಾಸ್ತಾವಿಕ ಮಾತನಾಡಿ ಸಾಮಾಜಿಕ ನ್ಯಾಯ ವೇದಿಕೆಯ ಕಾರ್ಯಗಳ ಕುರಿತು ವಿವರಿಸಿದರು. ವೇದಿಕೆಯ ಮೇಲೆ ಗಣ್ಯರು ಉಪಸ್ಥಿತರಿದ್ದರು. ಈ ಸಮಯದಲ್ಲಿ ಆರ್.ಎಸ್. ಪಾಟೀಲ, ಶಿವಕುಮಾರ ಹೊಸಮನಿ, ಸಂಗಮೇಶ ಪಾಲ್ಕಿ ನಿರೂಪಿಸಿ ವಂದಿಸಿದರು. — [1180, 1130, 1338, 1276]
